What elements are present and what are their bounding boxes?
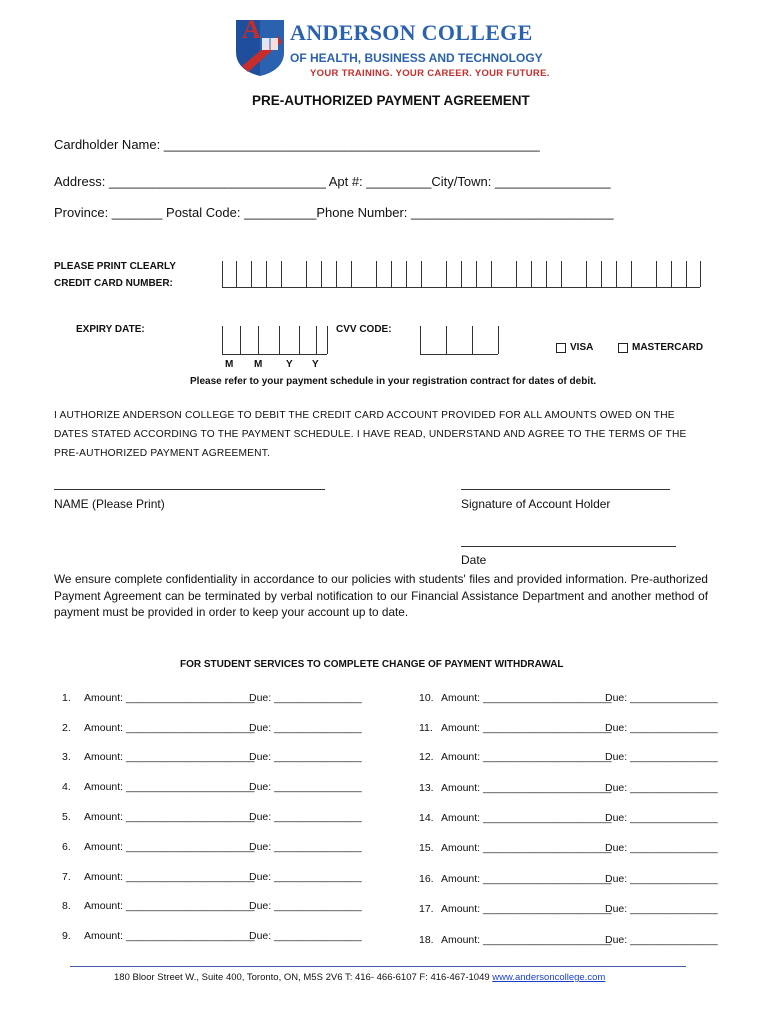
amount-field[interactable]: Amount: ______________________ <box>84 900 255 912</box>
college-subtitle: OF HEALTH, BUSINESS AND TECHNOLOGY <box>290 51 543 65</box>
due-field[interactable]: Due: _______________ <box>605 842 718 854</box>
amount-field[interactable]: Amount: ______________________ <box>441 903 612 915</box>
schedule-row <box>0 934 770 950</box>
amount-field[interactable]: Amount: ______________________ <box>84 781 255 793</box>
schedule-row <box>0 692 770 708</box>
amount-field[interactable]: Amount: ______________________ <box>441 722 612 734</box>
schedule-number: 5. <box>62 811 71 823</box>
date-label: Date <box>461 553 487 567</box>
schedule-number: 8. <box>62 900 71 912</box>
card-number-label: CREDIT CARD NUMBER: <box>54 278 173 289</box>
due-field[interactable]: Due: _______________ <box>605 751 718 763</box>
schedule-row <box>0 782 770 798</box>
schedule-number: 14. <box>419 812 434 824</box>
amount-field[interactable]: Amount: ______________________ <box>441 692 612 704</box>
page-title: PRE-AUTHORIZED PAYMENT AGREEMENT <box>252 93 530 108</box>
amount-field[interactable]: Amount: ______________________ <box>84 751 255 763</box>
date-line[interactable] <box>461 546 676 547</box>
footer <box>114 972 605 983</box>
amount-field[interactable]: Amount: ______________________ <box>84 722 255 734</box>
amount-field[interactable]: Amount: ______________________ <box>441 934 612 946</box>
schedule-number: 11. <box>419 722 433 734</box>
college-tagline: YOUR TRAINING. YOUR CAREER. YOUR FUTURE. <box>310 68 550 79</box>
cardholder-name-field[interactable]: Cardholder Name: ____________________________________________________ <box>54 137 540 152</box>
due-field[interactable]: Due: _______________ <box>605 722 718 734</box>
schedule-number: 3. <box>62 751 71 763</box>
schedule-number: 2. <box>62 722 71 734</box>
amount-field[interactable]: Amount: ______________________ <box>84 841 255 853</box>
schedule-number: 13. <box>419 782 434 794</box>
amount-field[interactable]: Amount: ______________________ <box>441 842 612 854</box>
authorization-text: I AUTHORIZE ANDERSON COLLEGE TO DEBIT THE CREDIT CARD ACCOUNT PROVIDED FOR ALL AMOUNTS OWED ON THE DATES STATED ACCORDING TO THE PAYMENT SCHEDULE. I HAVE READ, UNDERSTAND AND AGREE TO THE TERMS OF THE PRE-AUTHORIZED PAYMENT AGREEMENT. <box>54 410 687 459</box>
schedule-number: 15. <box>419 842 434 854</box>
due-field[interactable]: Due: _______________ <box>605 873 718 885</box>
signature-label: Signature of Account Holder <box>461 497 611 511</box>
amount-field[interactable]: Amount: ______________________ <box>84 871 255 883</box>
name-label: NAME (Please Print) <box>54 497 165 511</box>
due-field[interactable]: Due: _______________ <box>249 722 362 734</box>
schedule-row <box>0 812 770 828</box>
confidentiality-text: We ensure complete confidentiality in accordance to our policies with students' files and provided information. Pre-authorized Payment Agreement can be terminated by verbal notification to our Financial Assistance Department and another method of payment must be provided in order to keep your account up to date. <box>54 572 708 619</box>
schedule-row <box>0 842 770 858</box>
cvv-label: CVV CODE: <box>336 324 392 335</box>
due-field[interactable]: Due: _______________ <box>249 900 362 912</box>
due-field[interactable]: Due: _______________ <box>249 692 362 704</box>
schedule-number: 12. <box>419 751 434 763</box>
due-field[interactable]: Due: _______________ <box>605 692 718 704</box>
schedule-row <box>0 722 770 738</box>
due-field[interactable]: Due: _______________ <box>605 782 718 794</box>
due-field[interactable]: Due: _______________ <box>605 934 718 946</box>
due-field[interactable]: Due: _______________ <box>249 751 362 763</box>
footer-divider <box>70 966 686 967</box>
expiry-y1: Y <box>286 359 293 370</box>
schedule-row <box>0 751 770 767</box>
schedule-number: 1. <box>62 692 71 704</box>
amount-field[interactable]: Amount: ______________________ <box>441 873 612 885</box>
footer-address: 180 Bloor Street W., Suite 400, Toronto, ON, M5S 2V6 T: 416- 466-6107 F: 416-467-1049 <box>114 972 493 983</box>
amount-field[interactable]: Amount: ______________________ <box>84 692 255 704</box>
expiry-m1: M <box>225 359 234 370</box>
due-field[interactable]: Due: _______________ <box>605 812 718 824</box>
website-link[interactable]: www.andersoncollege.com <box>492 972 606 983</box>
schedule-number: 7. <box>62 871 71 883</box>
logo-letter: A <box>242 15 261 44</box>
schedule-number: 10. <box>419 692 434 704</box>
province-field[interactable]: Province: _______ Postal Code: __________Phone Number: ____________________________ <box>54 205 614 220</box>
amount-field[interactable]: Amount: ______________________ <box>441 812 612 824</box>
name-line[interactable] <box>54 489 325 490</box>
amount-field[interactable]: Amount: ______________________ <box>84 930 255 942</box>
expiry-y2: Y <box>312 359 319 370</box>
schedule-number: 9. <box>62 930 71 942</box>
signature-line[interactable] <box>461 489 670 490</box>
due-field[interactable]: Due: _______________ <box>249 871 362 883</box>
amount-field[interactable]: Amount: ______________________ <box>441 751 612 763</box>
visa-checkbox[interactable] <box>556 343 566 353</box>
due-field[interactable]: Due: _______________ <box>605 903 718 915</box>
schedule-number: 17. <box>419 903 434 915</box>
amount-field[interactable]: Amount: ______________________ <box>441 782 612 794</box>
schedule-row <box>0 873 770 889</box>
schedule-note: Please refer to your payment schedule in your registration contract for dates of debit. <box>190 376 597 387</box>
expiry-date-label: EXPIRY DATE: <box>76 324 145 335</box>
amount-field[interactable]: Amount: ______________________ <box>84 811 255 823</box>
schedule-number: 4. <box>62 781 71 793</box>
college-name: ANDERSON COLLEGE <box>290 20 533 45</box>
mastercard-label: MASTERCARD <box>632 342 704 353</box>
address-field[interactable]: Address: ______________________________ Apt #: _________City/Town: ________________ <box>54 174 611 189</box>
due-field[interactable]: Due: _______________ <box>249 841 362 853</box>
mastercard-checkbox[interactable] <box>618 343 628 353</box>
schedule-number: 16. <box>419 873 434 885</box>
due-field[interactable]: Due: _______________ <box>249 930 362 942</box>
schedule-row <box>0 903 770 919</box>
visa-label: VISA <box>570 342 594 353</box>
schedule-number: 6. <box>62 841 71 853</box>
schedule-number: 18. <box>419 934 434 946</box>
student-services-heading: FOR STUDENT SERVICES TO COMPLETE CHANGE OF PAYMENT WITHDRAWAL <box>180 659 564 670</box>
due-field[interactable]: Due: _______________ <box>249 781 362 793</box>
expiry-m2: M <box>254 359 263 370</box>
due-field[interactable]: Due: _______________ <box>249 811 362 823</box>
print-clearly-label: PLEASE PRINT CLEARLY <box>54 261 176 272</box>
